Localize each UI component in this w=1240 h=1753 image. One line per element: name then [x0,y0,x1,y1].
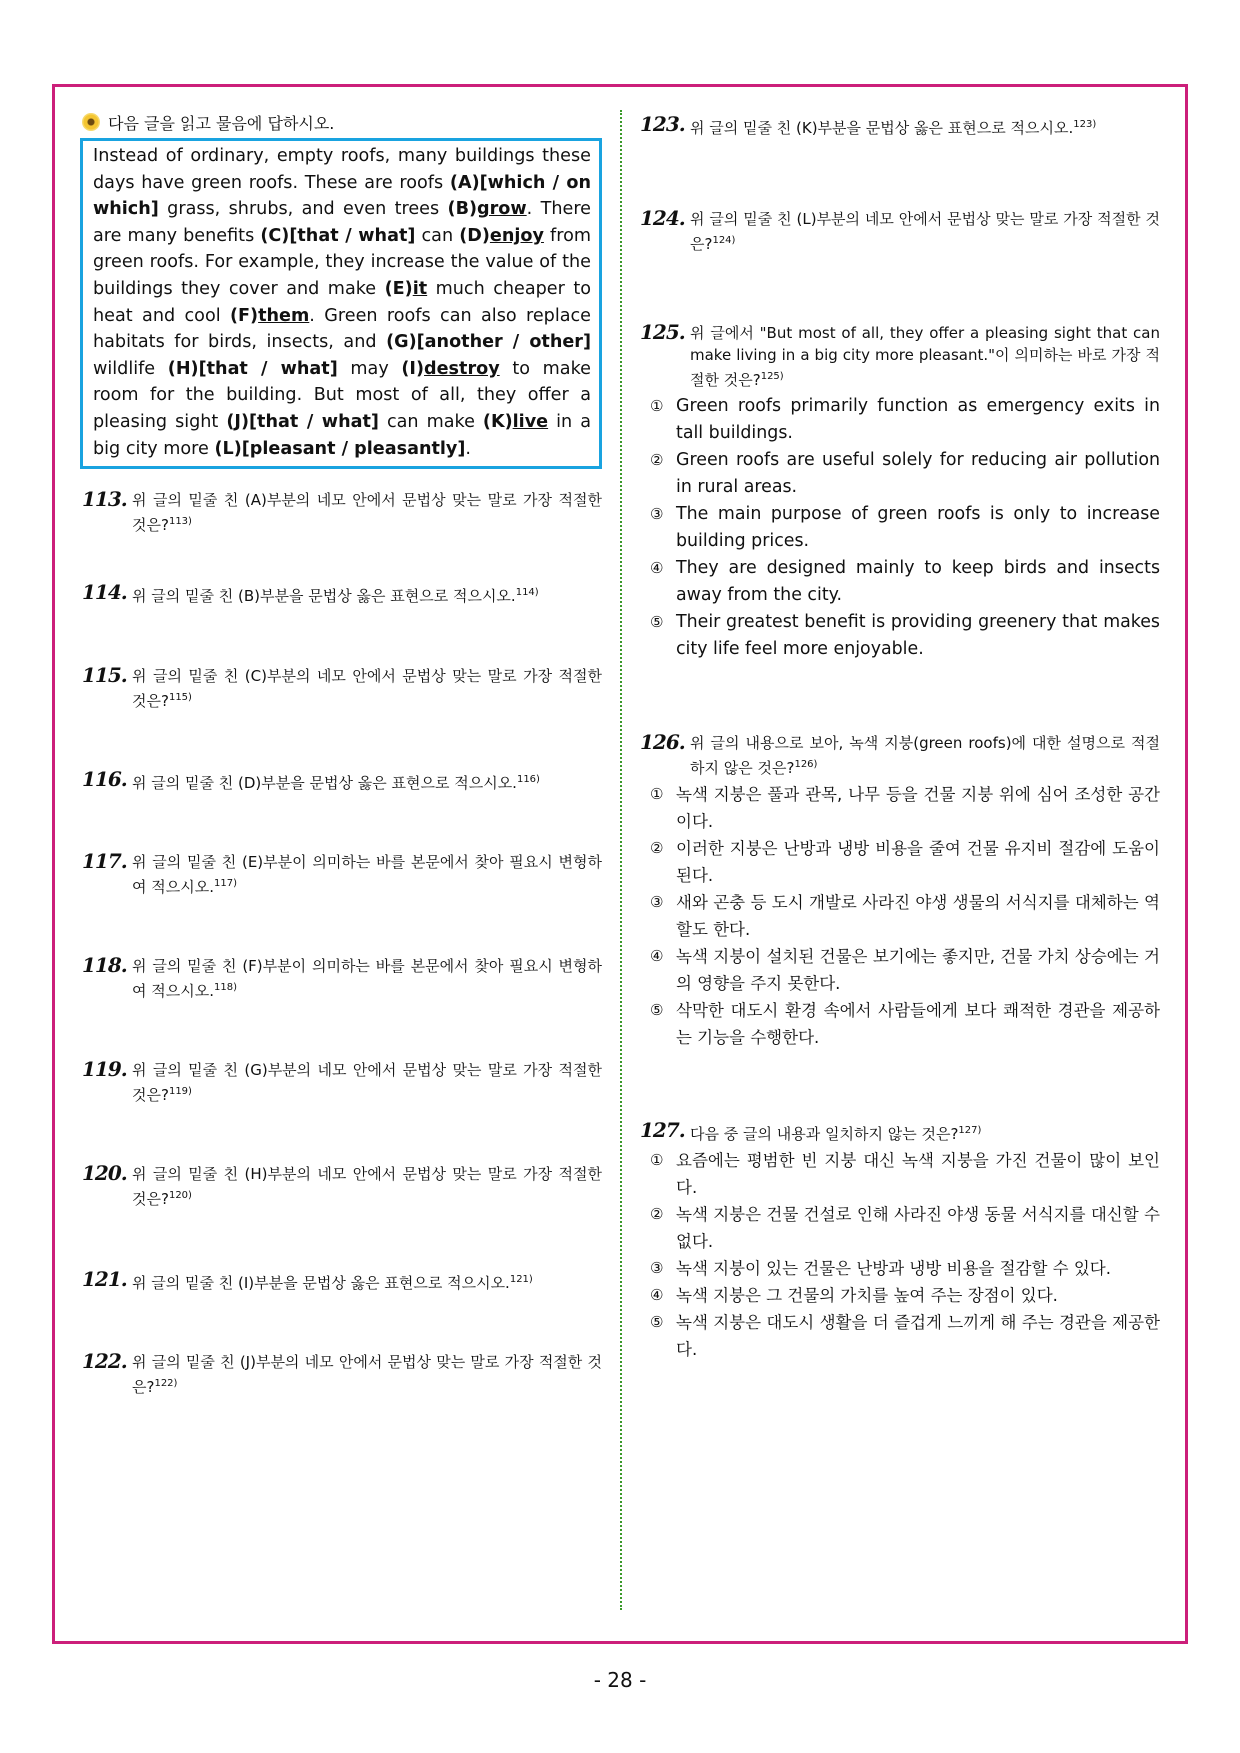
option-3[interactable]: ③ 새와 곤충 등 도시 개발로 사라진 야생 생물의 서식지를 대체하는 역할도 한다. [650,893,1160,939]
question-114: 114. 위 글의 밑줄 친 (B)부분을 문법상 옳은 표현으로 적으시오.$^{114)}$ [82,580,539,606]
option-2[interactable]: ② Green roofs are useful solely for reducing air pollution in rural areas. [650,450,1160,497]
left-column [82,110,602,1397]
option-4[interactable]: ④ They are designed mainly to keep birds and insects away from the city. [650,558,1160,605]
instruction [82,110,602,134]
option-5[interactable]: ⑤ Their greatest benefit is providing greenery that makes city life feel more enjoyable. [650,612,1160,659]
question-115: 115. 위 글의 밑줄 친 (C)부분의 네모 안에서 문법상 맞는 말로 가장 적절한 것은?$^{115)}$ [82,663,602,711]
column-divider [620,110,622,1610]
option-1[interactable]: ① 녹색 지붕은 풀과 관목, 나무 등을 건물 지붕 위에 심어 조성한 공간이다. [650,785,1160,831]
option-2[interactable]: ② 녹색 지붕은 건물 건설로 인해 사라진 야생 동물 서식지를 대신할 수 없다. [650,1205,1160,1251]
options-127 [640,1147,1160,1363]
option-4[interactable]: ④ 녹색 지붕이 설치된 건물은 보기에는 좋지만, 건물 가치 상승에는 거의 영향을 주지 못한다. [650,947,1160,993]
question-118: 118. 위 글의 밑줄 친 (F)부분이 의미하는 바를 본문에서 찾아 필요시 변형하여 적으시오.$^{118)}$ [82,953,602,1001]
question-120: 120. 위 글의 밑줄 친 (H)부분의 네모 안에서 문법상 맞는 말로 가장 적절한 것은?$^{120)}$ [82,1161,602,1209]
option-3[interactable]: ③ The main purpose of green roofs is only to increase building prices. [650,504,1160,551]
question-126: 126. 위 글의 내용으로 보아, 녹색 지붕(green roofs)에 대한 설명으로 적절하지 않은 것은?$^{126)}$ ① 녹색 지붕은 풀과 관목, 나무 등을 건물 지붕 위에 심어 조성한 공간이다. ② 이러한 지붕은 난방과 냉방 비용을 줄여 건물 유지비 절감에 도움이 된다. ③ 새와 곤충 등 도시 개발로 사라진 야생 생물의 서식지를 대체하는 역할도 한다. ④ 녹색 지붕이 설치된 건물은 보기에는 좋지만, 건물 가치 상승에는 거의 영향을 주지 못한다. ⑤ 삭막한 대도시 환경 속에서 사람들에게 보다 쾌적한 경관을 제공하는 기능을 수행한다. [640,732,1160,1051]
options-126 [640,781,1160,1051]
question-127: 127. 다음 중 글의 내용과 일치하지 않는 것은?$^{127)}$ ① 요즘에는 평범한 빈 지붕 대신 녹색 지붕을 가진 건물이 많이 보인다. ② 녹색 지붕은 건물 건설로 인해 사라진 야생 동물 서식지를 대신할 수 없다. ③ 녹색 지붕이 있는 건물은 난방과 냉방 비용을 절감할 수 있다. ④ 녹색 지붕은 그 건물의 가치를 높여 주는 장점이 있다. ⑤ 녹색 지붕은 대도시 생활을 더 즐겁게 느끼게 해 주는 경관을 제공한다. [640,1120,1160,1363]
question-116: 116. 위 글의 밑줄 친 (D)부분을 문법상 옳은 표현으로 적으시오.$^{116)}$ [82,767,540,793]
option-1[interactable]: ① Green roofs primarily function as emergency exits in tall buildings. [650,396,1160,443]
option-5[interactable]: ⑤ 녹색 지붕은 대도시 생활을 더 즐겁게 느끼게 해 주는 경관을 제공한다. [650,1313,1160,1359]
option-5[interactable]: ⑤ 삭막한 대도시 환경 속에서 사람들에게 보다 쾌적한 경관을 제공하는 기능을 수행한다. [650,1001,1160,1047]
option-2[interactable]: ② 이러한 지붕은 난방과 냉방 비용을 줄여 건물 유지비 절감에 도움이 된다. [650,839,1160,885]
question-117: 117. 위 글의 밑줄 친 (E)부분이 의미하는 바를 본문에서 찾아 필요시 변형하여 적으시오.$^{117)}$ [82,849,602,897]
question-122: 122. 위 글의 밑줄 친 (J)부분의 네모 안에서 문법상 맞는 말로 가장 적절한 것은?$^{122)}$ [82,1349,602,1397]
question-123: 123. 위 글의 밑줄 친 (K)부분을 문법상 옳은 표현으로 적으시오.$^{123)}$ [640,112,1097,137]
option-4[interactable]: ④ 녹색 지붕은 그 건물의 가치를 높여 주는 장점이 있다. [650,1286,1058,1305]
question-121: 121. 위 글의 밑줄 친 (I)부분을 문법상 옳은 표현으로 적으시오.$^{121)}$ [82,1267,533,1293]
options-125 [640,393,1160,663]
flower-icon [82,113,100,131]
question-124: 124. 위 글의 밑줄 친 (L)부분의 네모 안에서 문법상 맞는 말로 가장 적절한 것은?$^{124)}$ [640,206,1160,253]
instruction-text: 다음 글을 읽고 물음에 답하시오. [108,113,335,133]
question-113: 113. 위 글의 밑줄 친 (A)부분의 네모 안에서 문법상 맞는 말로 가장 적절한 것은?$^{113)}$ [82,487,602,535]
reading-passage: Instead of ordinary, empty roofs, many buildings these days have green roofs. These are roofs (A)[which / on which] grass, shrubs, and even trees (B)grow. There are many benefits (C)[that / what] can (D)enjoy from green roofs. For example, they increase the value of the buildings they cover and make (E)it much cheaper to heat and cool (F)them. Green roofs can also replace habitats for birds, insects, and (G)[another / other] wildlife (H)[that / what] may (I)destroy to make room for the building. But most of all, they offer a pleasing sight (J)[that / what] can make (K)live in a big city more (L)[pleasant / pleasantly]. [80,138,602,469]
question-125: 125. 위 글에서 "But most of all, they offer a pleasing sight that can make living in a big city more pleasant."이 의미하는 바로 가장 적절한 것은?$^{125)}$ ① Green roofs primarily function as emergency exits in tall buildings. ② Green roofs are useful solely for reducing air pollution in rural areas. ③ The main purpose of green roofs is only to increase building prices. ④ They are designed mainly to keep birds and insects away from the city. ⑤ Their greatest benefit is providing greenery that makes city life feel more enjoyable. [640,322,1160,663]
question-119: 119. 위 글의 밑줄 친 (G)부분의 네모 안에서 문법상 맞는 말로 가장 적절한 것은?$^{119)}$ [82,1057,602,1105]
option-1[interactable]: ① 요즘에는 평범한 빈 지붕 대신 녹색 지붕을 가진 건물이 많이 보인다. [650,1151,1160,1197]
option-3[interactable]: ③ 녹색 지붕이 있는 건물은 난방과 냉방 비용을 절감할 수 있다. [650,1259,1111,1278]
page-number: - 28 - [593,1668,647,1692]
